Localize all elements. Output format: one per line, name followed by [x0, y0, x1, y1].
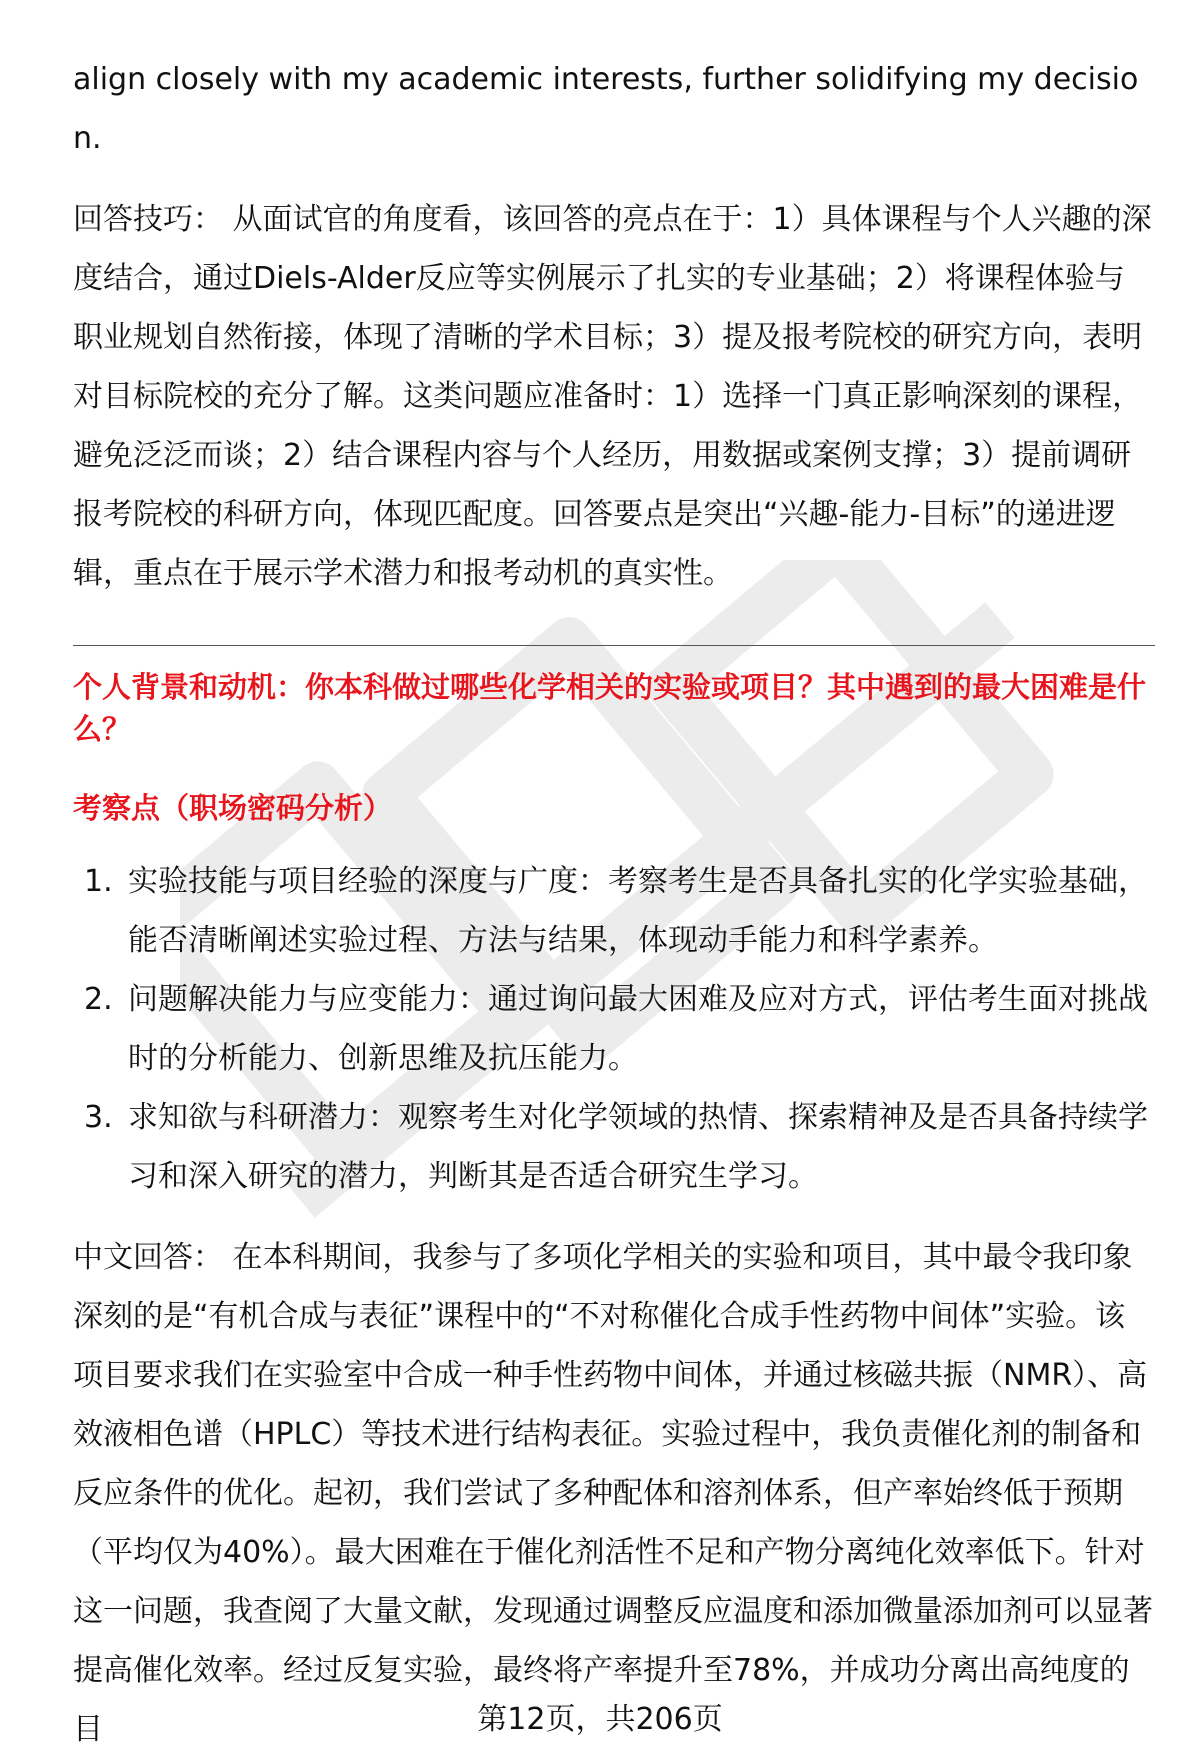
question-heading: 个人背景和动机：你本科做过哪些化学相关的实验或项目？其中遇到的最大困难是什么？	[73, 670, 1147, 746]
list-item-number: 1.	[84, 864, 113, 899]
assessment-heading: 考察点（职场密码分析）	[73, 791, 393, 825]
list-item-number: 3.	[84, 1100, 113, 1135]
answer-tips-paragraph: 回答技巧： 从面试官的角度看，该回答的亮点在于：1）具体课程与个人兴趣的深度结合，通过Diels-Alder反应等实例展示了扎实的专业基础；2）将课程体验与职业规划自然衔接，体现了清晰的学术目标；3）提及报考院校的研究方向，表明对目标院校的充分了解。这类问题应准备时：1）选择一门真正影响深刻的课程，避免泛泛而谈；2）结合课程内容与个人经历，用数据或案例支撑；3）提前调研报考院校的科研方向，体现匹配度。回答要点是突出“兴趣-能力-目标”的递进逻辑，重点在于展示学术潜力和报考动机的真实性。	[73, 202, 1152, 591]
list-item-number: 2.	[84, 982, 113, 1017]
assessment-points-list	[73, 852, 1153, 1206]
document-page	[73, 50, 1153, 1759]
top-paragraph: align closely with my academic interests, further solidifying my decision.	[73, 62, 1139, 156]
list-item	[73, 970, 1153, 1088]
list-item-text: 实验技能与项目经验的深度与广度：考察考生是否具备扎实的化学实验基础，能否清晰阐述实验过程、方法与结果，体现动手能力和科学素养。	[128, 864, 1148, 958]
list-item-text: 问题解决能力与应变能力：通过询问最大困难及应对方式，评估考生面对挑战时的分析能力、创新思维及抗压能力。	[128, 982, 1148, 1076]
list-item	[73, 852, 1153, 970]
section-divider	[73, 645, 1155, 646]
list-item	[73, 1088, 1153, 1206]
page-footer: 第12页，共206页	[477, 1702, 723, 1737]
chinese-answer-paragraph: 中文回答： 在本科期间，我参与了多项化学相关的实验和项目，其中最令我印象深刻的是“有机合成与表征”课程中的“不对称催化合成手性药物中间体”实验。该项目要求我们在实验室中合成一种手性药物中间体，并通过核磁共振（NMR）、高效液相色谱（HPLC）等技术进行结构表征。实验过程中，我负责催化剂的制备和反应条件的优化。起初，我们尝试了多种配体和溶剂体系，但产率始终低于预期（平均仅为40%）。最大困难在于催化剂活性不足和产物分离纯化效率低下。针对这一问题，我查阅了大量文献，发现通过调整反应温度和添加微量添加剂可以显著提高催化效率。经过反复实验，最终将产率提升至78%，并成功分离出高纯度的目	[73, 1240, 1153, 1747]
list-item-text: 求知欲与科研潜力：观察考生对化学领域的热情、探索精神及是否具备持续学习和深入研究的潜力，判断其是否适合研究生学习。	[128, 1100, 1148, 1194]
